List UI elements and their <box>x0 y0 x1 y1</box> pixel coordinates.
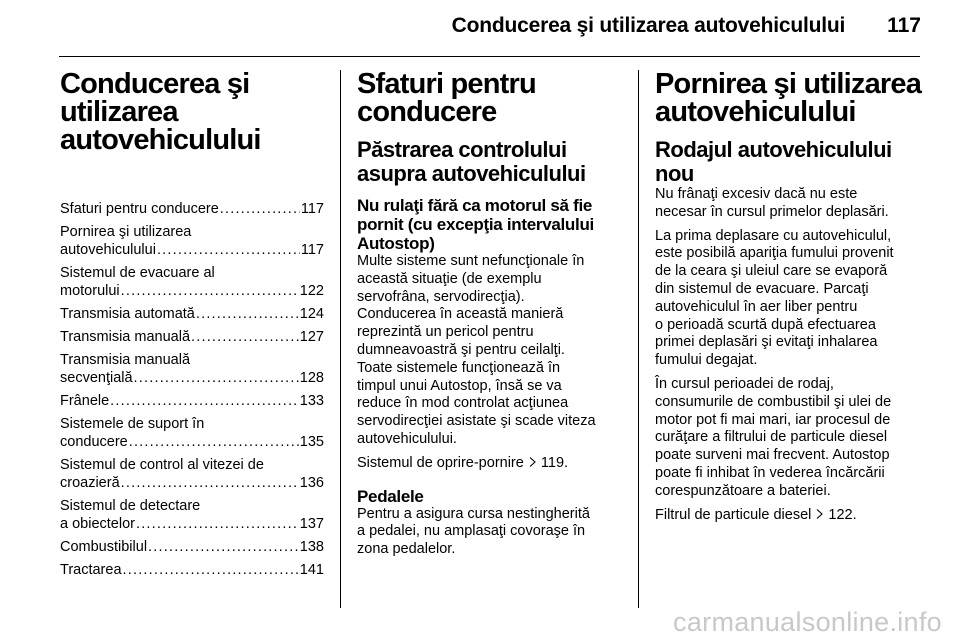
watermark: carmanualsonline.info <box>673 607 942 637</box>
toc-line <box>60 328 324 346</box>
toc-line <box>60 282 324 300</box>
page-reference-icon <box>529 457 536 467</box>
chapter-title: Conducerea şi utilizarea autovehiculului <box>60 68 261 156</box>
toc-entry-label: conducere <box>60 434 128 450</box>
subsection-title-keep-control: Păstrarea controlului asupra autovehiculului <box>357 137 586 186</box>
toc-line <box>60 305 324 323</box>
section-title-driving-tips: Sfaturi pentru conducere <box>357 68 536 128</box>
paragraph-engine-off: Multe sisteme sunt nefuncţionale în această situaţie (de exemplu servofrâna, servodirecţia). Conducerea în această manieră reprezintă un pericol pentru dumneavoastră şi pentru ceilalţi. Toate sistemele funcţionează în timpul unui Autostop, însă se va reduce în mod controlat acţiunea servodirecţiei asistate şi scade viteza autovehiculului. <box>357 253 596 447</box>
paragraph-pedals: Pentru a asigura cursa nestingherită a pedalei, nu amplasaţi covoraşe în zona pedalelor. <box>357 505 590 558</box>
toc-entry[interactable] <box>60 328 324 346</box>
toc-page-number: 141 <box>299 562 324 578</box>
toc-line <box>60 369 324 387</box>
paragraph-smoke: La prima deplasare cu autovehiculul, este posibilă apariţia fumului provenit de la ceara şi uleiul care se evaporă din sistemul de evacuare. Parcaţi autovehiculul în aer liber pentru o perioadă scurtă după efectuarea primei deplasări şi evitaţi inhalarea fumului degajat. <box>655 227 894 369</box>
toc-leader-dots <box>134 369 299 387</box>
toc-leader-dots <box>191 328 299 346</box>
subsection-title-running-in: Rodajul autovehiculului nou <box>655 137 892 186</box>
toc-entry[interactable] <box>60 415 324 451</box>
paragraph-filter-ref <box>655 507 923 525</box>
paragraph-braking: Nu frânaţi excesiv dacă nu este necesar în cursul primelor deplasări. <box>655 186 889 220</box>
toc-line <box>60 538 324 556</box>
ref-text: Filtrul de particule diesel <box>655 506 812 523</box>
toc-entry[interactable] <box>60 305 324 323</box>
header-title: Conducerea şi utilizarea autovehiculului <box>451 14 846 37</box>
toc-leader-dots <box>110 392 299 410</box>
toc-page-number: 135 <box>299 434 324 450</box>
page-number: 117 <box>887 14 921 37</box>
toc-leader-dots <box>121 282 299 300</box>
toc-page-number: 128 <box>299 370 324 386</box>
toc-leader-dots <box>121 474 299 492</box>
page-header <box>452 14 921 38</box>
ref-page: 119. <box>540 454 569 471</box>
section-title-starting: Pornirea şi utilizarea autovehiculului <box>655 68 922 128</box>
toc-entry-label: Pornirea şi utilizarea <box>60 224 192 240</box>
toc-page-number: 117 <box>300 201 324 217</box>
toc-entry-label: Frânele <box>60 393 110 409</box>
toc-page-number: 137 <box>299 516 324 532</box>
ref-text: Sistemul de oprire-pornire <box>357 454 524 471</box>
toc-line <box>60 474 324 492</box>
toc-page-number: 117 <box>300 242 324 258</box>
toc-leader-dots <box>196 305 299 323</box>
heading-engine-off: Nu rulaţi fără ca motorul să fie pornit (cu excepţia intervalului Autostop) <box>357 196 594 253</box>
toc-entry[interactable] <box>60 392 324 410</box>
toc-line <box>60 200 324 218</box>
toc-page-number: 133 <box>299 393 324 409</box>
page-reference-icon <box>816 509 823 519</box>
toc-entry-label: a obiectelor <box>60 516 135 532</box>
toc-entry[interactable] <box>60 561 324 579</box>
toc-leader-dots <box>136 515 299 533</box>
toc-page-number: 124 <box>299 306 324 322</box>
toc-page-number: 122 <box>299 283 324 299</box>
toc-line <box>60 561 324 579</box>
toc-entry-label: Sistemul de detectare <box>60 498 201 514</box>
paragraph-consumption: În cursul perioadei de rodaj, consumurile de combustibil şi ulei de motor pot fi mai mari, iar procesul de curăţare a filtrului de particule diesel poate surveni mai frecvent. Autostop poate fi inhibat în vederea încărcării corespunzătoare a bateriei. <box>655 375 892 499</box>
toc-line <box>60 392 324 410</box>
toc-page-number: 138 <box>299 539 324 555</box>
toc-line <box>60 433 324 451</box>
ref-page: 122. <box>828 506 857 523</box>
header-divider <box>59 56 920 57</box>
heading-pedals: Pedalele <box>357 486 424 506</box>
toc-entry[interactable] <box>60 497 324 533</box>
column-divider-1 <box>340 70 341 608</box>
column-driving-tips <box>357 70 625 559</box>
toc-line <box>60 515 324 533</box>
toc-entry-label: Sistemele de suport în <box>60 416 205 432</box>
toc-entry[interactable] <box>60 456 324 492</box>
toc-entry-label: Transmisia manuală <box>60 329 191 345</box>
column-contents <box>60 70 324 584</box>
toc-line <box>60 415 324 433</box>
toc-entry-label: Sistemul de evacuare al <box>60 265 215 281</box>
toc-page-number: 127 <box>299 329 324 345</box>
toc-entry[interactable] <box>60 264 324 300</box>
column-divider-2 <box>638 70 639 608</box>
toc-entry-label: Tractarea <box>60 562 122 578</box>
toc-entry-label: autovehiculului <box>60 242 156 258</box>
toc-entry-label: Combustibilul <box>60 539 148 555</box>
toc-entry-label: motorului <box>60 283 120 299</box>
toc-entry[interactable] <box>60 538 324 556</box>
toc-entry[interactable] <box>60 223 324 259</box>
toc-entry-label: Transmisia manuală <box>60 352 191 368</box>
toc-entry[interactable] <box>60 200 324 218</box>
toc-entry-label: secvenţială <box>60 370 133 386</box>
toc-leader-dots <box>220 200 300 218</box>
toc-line <box>60 497 324 515</box>
column-starting <box>655 70 923 524</box>
toc-entry-label: croazieră <box>60 475 120 491</box>
table-of-contents <box>60 200 324 579</box>
paragraph-stop-start-ref <box>357 455 625 473</box>
toc-leader-dots <box>148 538 299 556</box>
toc-line <box>60 456 324 474</box>
toc-leader-dots <box>157 241 300 259</box>
toc-leader-dots <box>123 561 299 579</box>
toc-entry-label: Transmisia automată <box>60 306 195 322</box>
toc-entry[interactable] <box>60 351 324 387</box>
toc-line <box>60 264 324 282</box>
toc-entry-label: Sistemul de control al vitezei de <box>60 457 264 473</box>
toc-leader-dots <box>129 433 299 451</box>
toc-line <box>60 241 324 259</box>
toc-line <box>60 351 324 369</box>
toc-page-number: 136 <box>299 475 324 491</box>
toc-line <box>60 223 324 241</box>
toc-entry-label: Sfaturi pentru conducere <box>60 201 219 217</box>
